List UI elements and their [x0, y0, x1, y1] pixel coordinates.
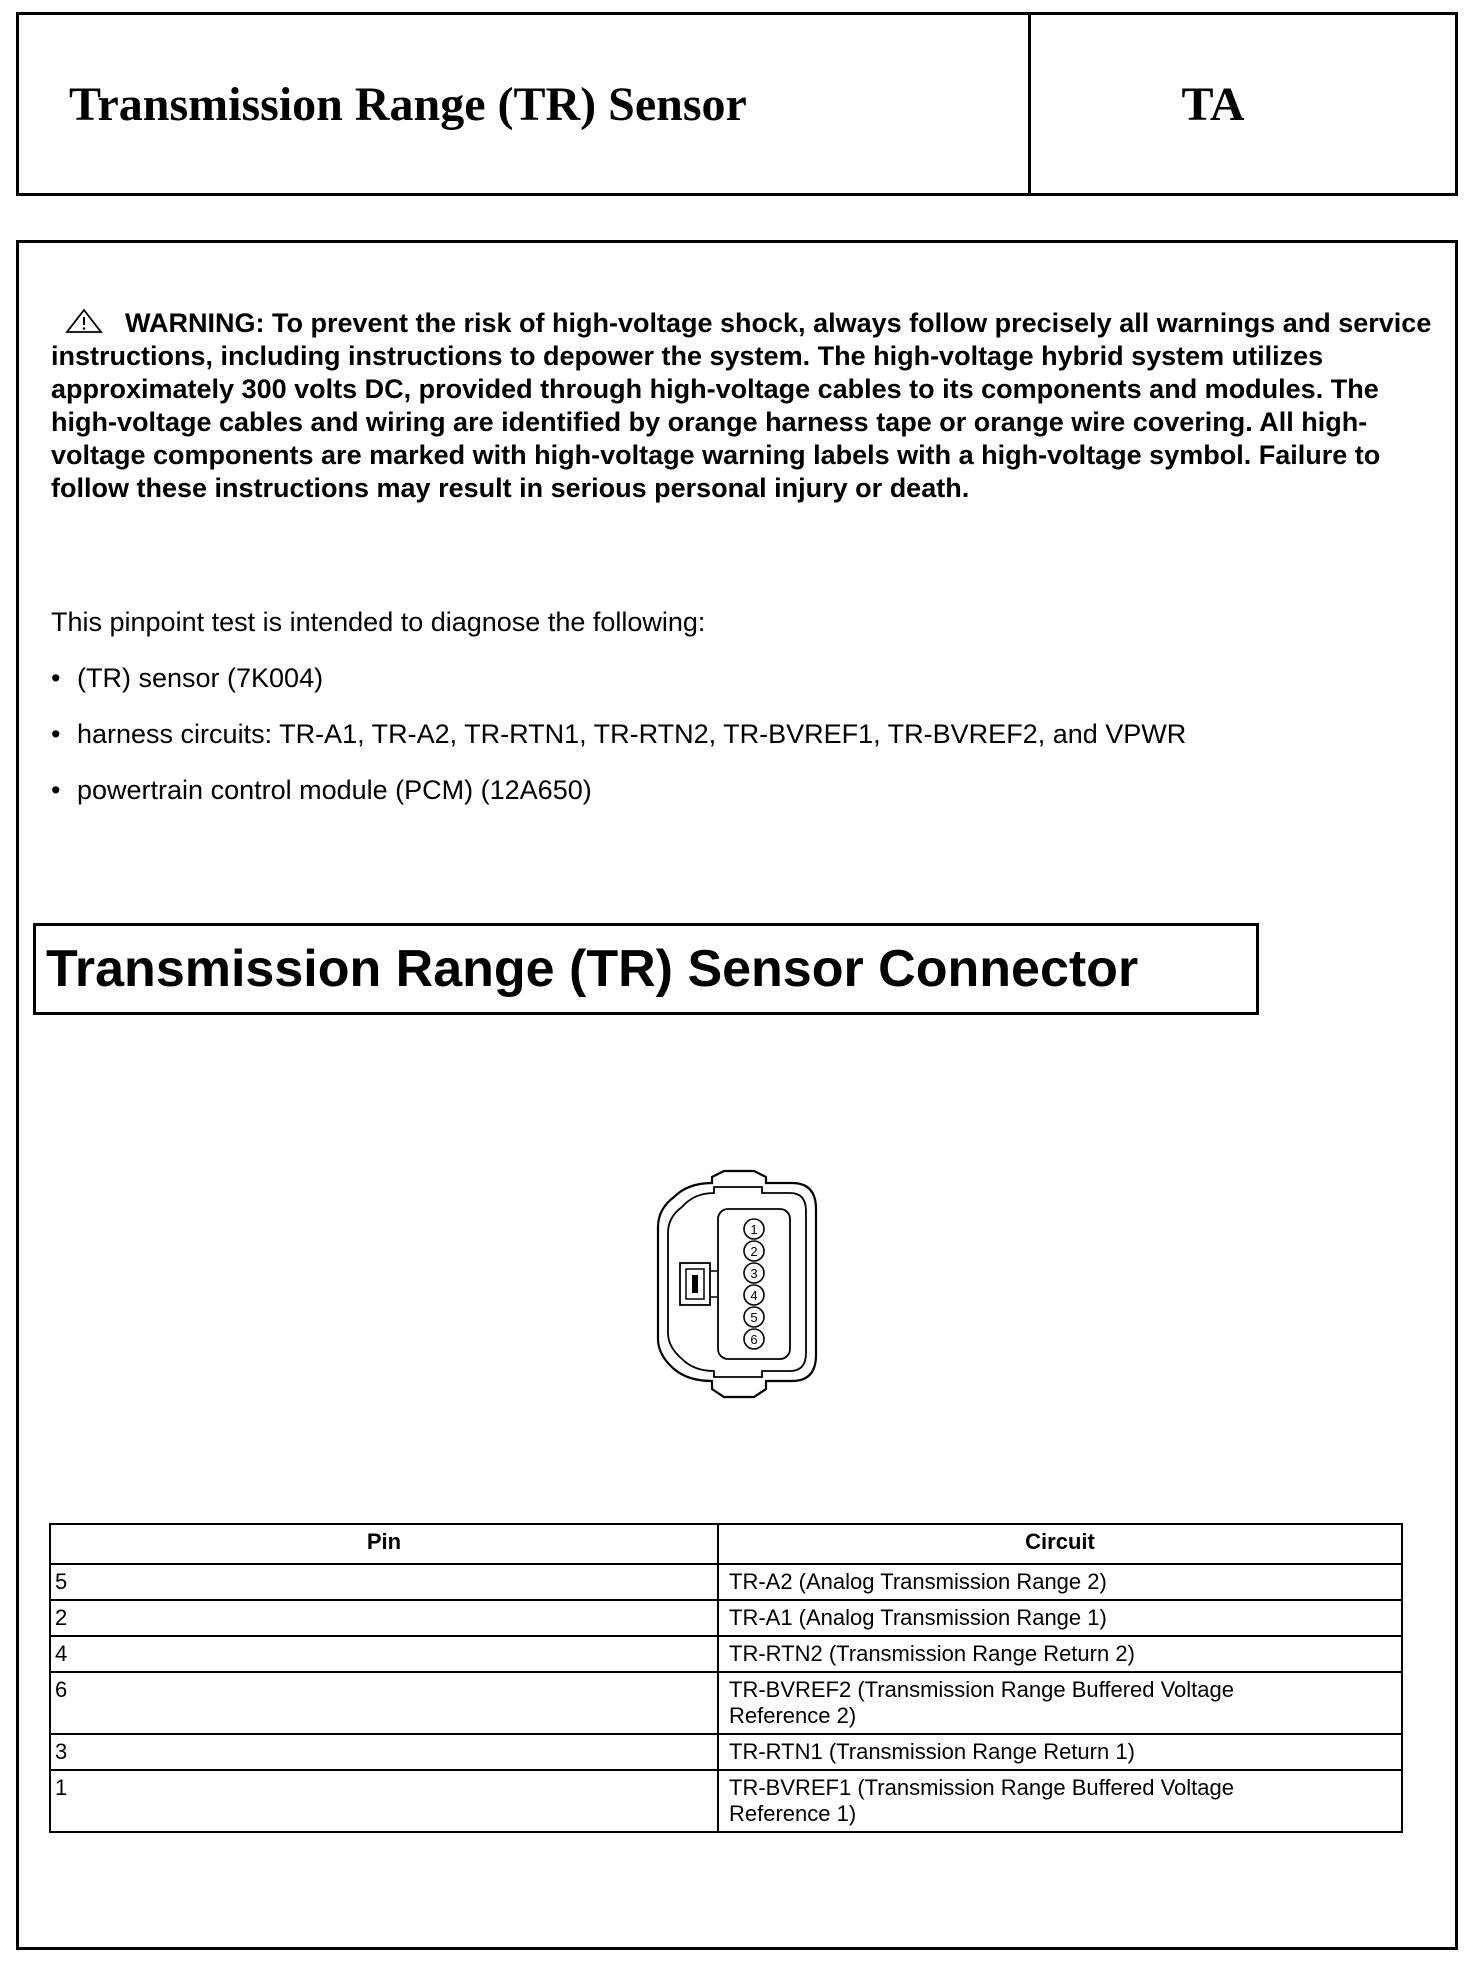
header-title-cell [19, 15, 1031, 193]
circuit-cell: TR-A2 (Analog Transmission Range 2) [718, 1564, 1402, 1600]
table-row [50, 1636, 1402, 1672]
connector-pin [744, 1241, 764, 1261]
column-header-circuit: Circuit [718, 1524, 1402, 1564]
table-row [50, 1564, 1402, 1600]
connector-pin [744, 1285, 764, 1305]
list-item: • harness circuits: TR-A1, TR-A2, TR-RTN1, TR-RTN2, TR-BVREF1, TR-BVREF2, and VPWR [51, 719, 1187, 749]
svg-text:5: 5 [750, 1310, 758, 1325]
connector-housing [658, 1171, 816, 1397]
section-code: TA [1181, 77, 1245, 131]
pin-cell: 6 [50, 1672, 718, 1734]
svg-text:6: 6 [750, 1332, 758, 1347]
table-header-row [50, 1524, 1402, 1564]
connector-pin [744, 1329, 764, 1349]
connector-diagram [654, 1169, 824, 1399]
section-heading: Transmission Range (TR) Sensor Connector [46, 940, 1139, 998]
svg-text:4: 4 [750, 1288, 758, 1303]
circuit-cell: TR-A1 (Analog Transmission Range 1) [718, 1600, 1402, 1636]
pin-cell: 3 [50, 1734, 718, 1770]
diagnosis-list [51, 661, 1186, 829]
connector-pin [744, 1307, 764, 1327]
content-panel [16, 240, 1458, 1950]
pin-cell: 1 [50, 1770, 718, 1832]
header-code-cell [1031, 15, 1455, 193]
svg-text:1: 1 [750, 1222, 758, 1237]
column-header-pin: Pin [50, 1524, 718, 1564]
svg-text:3: 3 [750, 1266, 758, 1281]
pin-cell: 2 [50, 1600, 718, 1636]
circuit-cell: TR-BVREF2 (Transmission Range Buffered Voltage Reference 2) [718, 1672, 1402, 1734]
pin-cell: 5 [50, 1564, 718, 1600]
list-item: • (TR) sensor (7K004) [51, 663, 324, 693]
pin-cell: 4 [50, 1636, 718, 1672]
section-heading-box [33, 923, 1259, 1015]
pin-circuit-table [49, 1523, 1403, 1833]
warning-triangle-icon [65, 308, 103, 334]
page-title: Transmission Range (TR) Sensor [69, 77, 747, 131]
table-row [50, 1734, 1402, 1770]
table-row [50, 1672, 1402, 1734]
connector-pin [744, 1263, 764, 1283]
list-item: • powertrain control module (PCM) (12A650) [51, 775, 592, 805]
intro-text: This pinpoint test is intended to diagnose the following: [51, 607, 706, 637]
circuit-cell: TR-RTN1 (Transmission Range Return 1) [718, 1734, 1402, 1770]
connector-pin [744, 1219, 764, 1239]
table-row [50, 1770, 1402, 1832]
circuit-cell: TR-RTN2 (Transmission Range Return 2) [718, 1636, 1402, 1672]
page-header [16, 12, 1458, 196]
table-row [50, 1600, 1402, 1636]
svg-text:2: 2 [750, 1244, 758, 1259]
circuit-cell: TR-BVREF1 (Transmission Range Buffered Voltage Reference 1) [718, 1770, 1402, 1832]
warning-block [51, 307, 1441, 505]
warning-text: WARNING: To prevent the risk of high-voltage shock, always follow precisely all warnings and service instructions, including instructions to depower the system. The high-voltage hybrid system utilizes approximately 300 volts DC, provided through high-voltage cables to its components and modules. The high-voltage cables and wiring are identified by orange harness tape or orange wire covering. All high-voltage components are marked with high-voltage warning labels with a high-voltage symbol. Failure to follow these instructions may result in serious personal injury or death. [51, 308, 1432, 503]
